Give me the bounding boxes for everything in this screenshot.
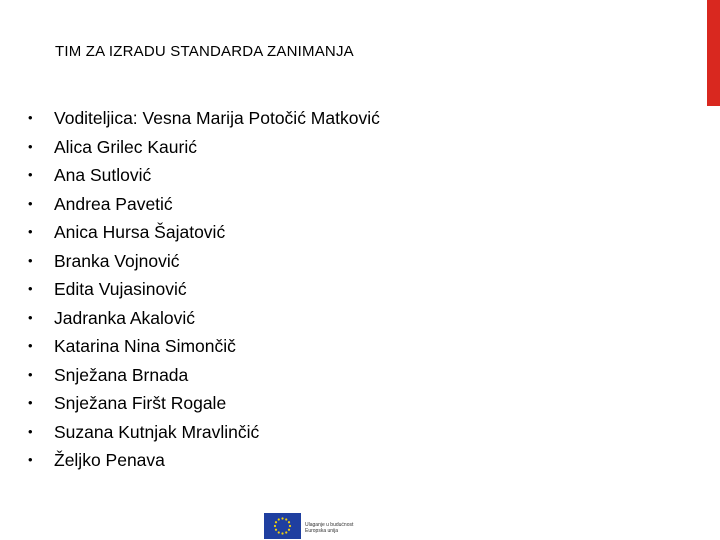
list-item [0,133,700,162]
list-item [0,389,700,418]
list-item [0,361,700,390]
logo-caption [305,522,353,534]
eu-star [289,525,291,527]
eu-stars [264,513,301,539]
list-item [0,247,700,276]
eu-star [278,531,280,533]
eu-star [288,521,290,523]
list-item [0,332,700,361]
eu-star [278,518,280,520]
list-item [0,275,700,304]
bullet-icon: • [28,395,33,410]
bullet-icon: • [28,423,33,439]
eu-star [275,521,277,523]
member-name: Katarina Nina Simončič [54,336,236,356]
member-name: Andrea Pavetić [54,193,173,214]
member-name: Ana Sutlović [54,165,152,185]
bullet-icon: • [28,252,33,268]
bullet-icon: • [28,281,33,296]
member-name: Edita Vujasinović [54,279,187,299]
list-item [0,161,700,190]
bullet-icon: • [28,309,33,325]
eu-star [274,525,276,527]
list-item [0,104,700,133]
eu-funding-logo [264,513,374,540]
list-item [0,218,700,247]
slide-title: TIM ZA IZRADU STANDARDA ZANIMANJA [55,43,354,60]
list-item [0,418,700,447]
member-name: Branka Vojnović [54,250,180,271]
eu-star [288,529,290,531]
eu-flag-icon [264,513,301,539]
member-name: Željko Penava [54,450,165,470]
bullet-icon: • [28,366,33,382]
member-name: Anica Hursa Šajatović [54,222,226,242]
member-name: Alica Grilec Kaurić [54,136,197,157]
logo-caption-line1: Ulaganje u budućnost [305,522,354,528]
member-name: Jadranka Akalović [54,307,196,328]
eu-star [285,518,287,520]
eu-star [281,532,283,534]
bullet-icon: • [28,224,33,239]
eu-star [281,517,283,519]
team-member-list [0,104,700,475]
member-name: Voditeljica: Vesna Marija Potočić Matković [54,108,380,128]
bullet-icon: • [28,452,33,467]
logo-caption-line2: Europska unija [305,528,339,534]
bullet-icon: • [28,195,33,211]
eu-star [275,529,277,531]
bullet-icon: • [28,138,33,154]
bullet-icon: • [28,338,33,353]
list-item [0,190,700,219]
bullet-icon: • [28,110,33,125]
list-item [0,304,700,333]
list-item [0,446,700,475]
member-name: Suzana Kutnjak Mravlinčić [54,421,260,442]
member-name: Snježana Brnada [54,364,189,385]
accent-bar [707,0,720,106]
eu-star [285,531,287,533]
bullet-icon: • [28,167,33,182]
member-name: Snježana Firšt Rogale [54,393,227,413]
